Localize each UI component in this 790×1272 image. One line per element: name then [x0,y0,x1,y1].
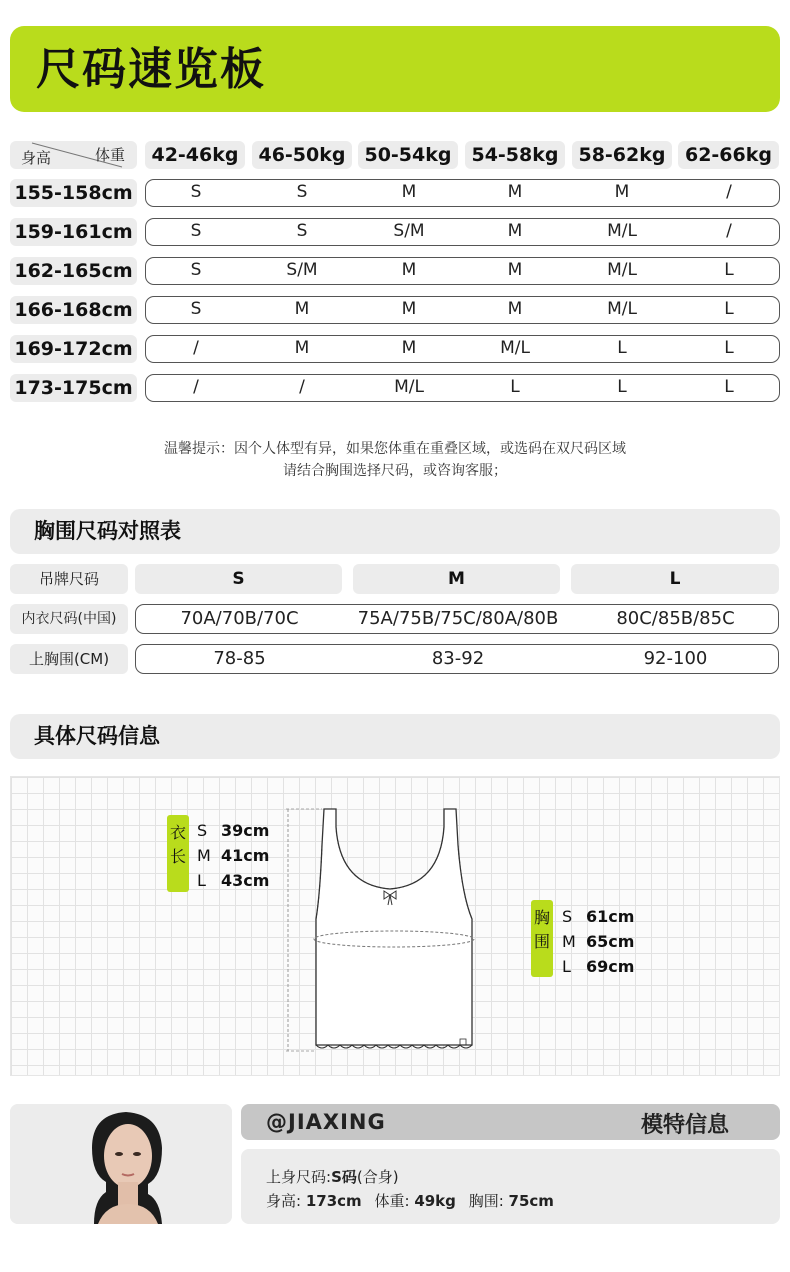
upper-bust-s: 78-85 [213,648,266,669]
table-row [145,296,780,324]
bra-size-m: 75A/75B/75C/80A/80B [357,608,559,629]
size-cell: M/L [394,377,424,397]
model-size-value: S码 [331,1168,357,1186]
size-cell: S [190,182,202,202]
bra-size-row [135,604,779,634]
table-row [145,218,780,246]
camisole-diagram [280,805,480,1060]
length-value-s: 39cm [221,821,270,840]
model-size-label: 上身尺码: [266,1168,332,1186]
chest-row-s [562,904,634,929]
chest-tag-char-2: 围 [533,932,550,951]
model-height-label: 身高: [266,1192,302,1210]
table-row [145,257,780,285]
table-row [145,335,780,363]
height-label: 159-161cm [10,218,137,246]
size-cell: / [726,221,732,241]
size-cell: M/L [607,260,637,280]
size-cell: M/L [607,221,637,241]
upper-bust-row [135,644,779,674]
chest-measurements [562,904,634,979]
size-cell: M [294,338,310,358]
model-weight-value: 49kg [414,1192,456,1210]
model-info-title: 模特信息 [641,1113,730,1138]
model-handle: @JIAXING [266,1110,386,1134]
height-axis-label: 身高 [21,149,52,167]
size-cell: S [296,182,308,202]
size-cell: S [190,260,202,280]
length-row-s [197,818,269,843]
weight-header-5: 58-62kg [572,141,672,169]
size-cell: M [294,299,310,319]
size-cell: M [401,338,417,358]
model-bust-label: 胸围: [468,1192,504,1210]
length-tag-char-1: 衣 [169,823,186,842]
size-cell: / [299,377,305,397]
page-title: 尺码速览板 [36,44,266,95]
chest-size-s: S [562,907,573,926]
model-stats-line [266,1190,554,1211]
weight-axis-label: 体重 [95,146,126,164]
size-cell: M [507,182,523,202]
upper-bust-l: 92-100 [643,648,708,669]
height-label: 162-165cm [10,257,137,285]
height-label: 169-172cm [10,335,137,363]
height-label: 166-168cm [10,296,137,324]
height-label: 155-158cm [10,179,137,207]
size-header-s: S [135,564,342,594]
size-cell: S [190,221,202,241]
length-size-m: M [197,846,211,865]
size-cell: L [617,377,627,397]
size-note-line-2: 请结合胸围选择尺码，或咨询客服； [283,463,507,479]
size-cell: M [507,299,523,319]
length-value-l: 43cm [221,871,270,890]
model-height-value: 173cm [305,1192,362,1210]
length-size-s: S [197,821,208,840]
size-cell: M/L [607,299,637,319]
bra-size-s: 70A/70B/70C [180,608,299,629]
model-weight-label: 体重: [374,1192,410,1210]
chest-tag [531,900,553,977]
size-cell: S [296,221,308,241]
size-cell: L [724,299,734,319]
chest-value-m: 65cm [586,932,635,951]
height-label: 173-175cm [10,374,137,402]
size-cell: M [507,221,523,241]
length-size-l: L [197,871,206,890]
size-note-line-1: 温馨提示：因个人体型有异，如果您体重在重叠区域，或选码在双尺码区域 [164,441,626,457]
length-tag [167,815,189,892]
size-cell: S [190,299,202,319]
weight-header-3: 50-54kg [358,141,458,169]
bust-section-title: 胸围尺码对照表 [34,519,181,543]
tag-size-label: 吊牌尺码 [10,564,128,594]
length-value-m: 41cm [221,846,270,865]
size-header-m: M [353,564,560,594]
length-row-m [197,843,269,868]
detail-section-title: 具体尺码信息 [34,724,160,748]
size-cell: M [401,299,417,319]
model-size-fit: (合身) [356,1168,399,1186]
chest-size-l: L [562,957,571,976]
length-row-l [197,868,269,893]
size-cell: / [193,338,199,358]
weight-header-4: 54-58kg [465,141,565,169]
model-portrait-illustration [10,1104,232,1224]
size-cell: L [724,377,734,397]
chest-tag-char-1: 胸 [533,908,550,927]
size-cell: L [724,338,734,358]
bra-size-label: 内衣尺码(中国) [10,604,128,634]
size-cell: M [401,260,417,280]
bra-size-l: 80C/85B/85C [616,608,735,629]
upper-bust-m: 83-92 [431,648,485,669]
chest-value-s: 61cm [586,907,635,926]
upper-bust-label: 上胸围(CM) [10,644,128,674]
chest-row-m [562,929,634,954]
length-measurements [197,818,269,893]
model-bust-value: 75cm [508,1192,554,1210]
size-cell: M [614,182,630,202]
weight-header-1: 42-46kg [145,141,245,169]
size-cell: / [726,182,732,202]
chest-size-m: M [562,932,576,951]
size-cell: M [401,182,417,202]
weight-header-2: 46-50kg [252,141,352,169]
size-cell: S/M [286,260,318,280]
size-cell: / [193,377,199,397]
size-header-l: L [571,564,779,594]
size-cell: M/L [500,338,530,358]
size-cell: M [507,260,523,280]
weight-header-6: 62-66kg [678,141,779,169]
size-cell: L [724,260,734,280]
model-photo [10,1104,232,1224]
size-cell: L [510,377,520,397]
chest-row-l [562,954,634,979]
chest-value-l: 69cm [586,957,635,976]
table-row [145,179,780,207]
size-cell: L [617,338,627,358]
model-size-line [266,1166,399,1187]
size-cell: S/M [393,221,425,241]
table-row [145,374,780,402]
length-tag-char-2: 长 [169,847,186,866]
